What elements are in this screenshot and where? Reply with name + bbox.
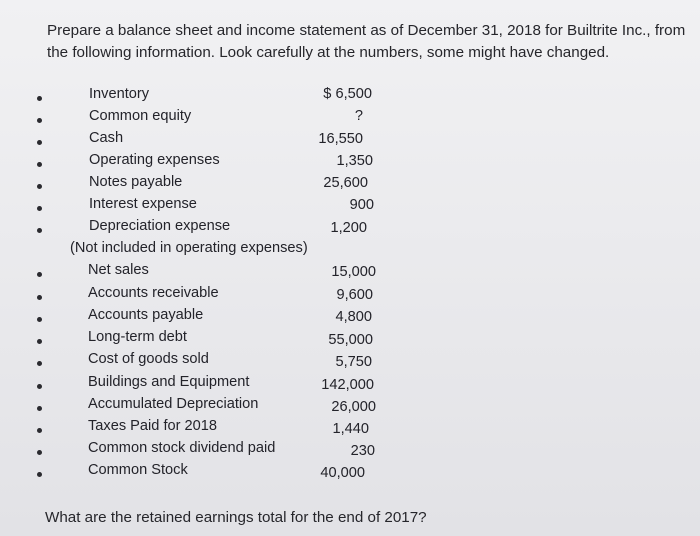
item-label-net-sales: Net sales: [88, 262, 149, 278]
question-text: What are the retained earnings total for the end of 2017?: [45, 509, 427, 526]
depreciation-note: (Not included in operating expenses): [70, 240, 308, 256]
item-label-operating-expenses: Operating expenses: [89, 152, 220, 168]
item-value-notes-payable: 25,600: [323, 175, 368, 191]
bullet-icon: [37, 96, 42, 101]
item-label-common-stock-dividend: Common stock dividend paid: [88, 440, 276, 456]
problem-intro: Prepare a balance sheet and income statement as of December 31, 2018 for Builtrite Inc., from the following information. Look carefully at the numbers, some might have changed.: [47, 22, 686, 61]
bullet-icon: [37, 140, 42, 145]
bullet-icon: [37, 317, 42, 322]
item-value-accumulated-depreciation: 26,000: [331, 399, 376, 415]
item-label-cost-of-goods-sold: Cost of goods sold: [88, 351, 209, 367]
item-value-accounts-receivable: 9,600: [336, 287, 373, 303]
bullet-icon: [37, 406, 42, 411]
bullet-icon: [37, 450, 42, 455]
item-value-long-term-debt: 55,000: [328, 332, 373, 348]
bullet-icon: [37, 118, 42, 123]
item-value-interest-expense: 900: [349, 197, 374, 213]
item-label-inventory: Inventory: [89, 86, 150, 102]
item-label-long-term-debt: Long-term debt: [88, 329, 187, 345]
item-label-accumulated-depreciation: Accumulated Depreciation: [88, 396, 259, 412]
item-label-common-stock: Common Stock: [88, 462, 188, 478]
bullet-icon: [37, 206, 42, 211]
bullet-icon: [37, 162, 42, 167]
item-value-depreciation-expense: 1,200: [330, 220, 367, 236]
item-label-accounts-receivable: Accounts receivable: [88, 285, 219, 301]
item-value-inventory: $ 6,500: [323, 86, 372, 102]
item-label-taxes-paid: Taxes Paid for 2018: [88, 418, 217, 434]
bullet-icon: [37, 228, 42, 233]
item-label-cash: Cash: [89, 130, 124, 146]
item-value-accounts-payable: 4,800: [335, 309, 372, 325]
bullet-icon: [37, 339, 42, 344]
item-value-cash: 16,550: [318, 131, 363, 147]
item-label-accounts-payable: Accounts payable: [88, 307, 204, 323]
item-value-common-stock-dividend: 230: [350, 443, 375, 459]
item-value-net-sales: 15,000: [331, 264, 376, 280]
item-label-buildings-and-equipment: Buildings and Equipment: [88, 374, 250, 390]
item-value-common-stock: 40,000: [320, 465, 365, 481]
item-value-operating-expenses: 1,350: [336, 153, 373, 169]
item-label-depreciation-expense: Depreciation expense: [89, 218, 231, 234]
bullet-icon: [37, 184, 42, 189]
item-label-common-equity: Common equity: [89, 108, 192, 124]
bullet-icon: [37, 361, 42, 366]
item-label-interest-expense: Interest expense: [89, 196, 197, 212]
bullet-icon: [37, 472, 42, 477]
item-value-cost-of-goods-sold: 5,750: [335, 354, 372, 370]
item-value-common-equity: ?: [354, 108, 363, 124]
bullet-icon: [37, 384, 42, 389]
item-value-taxes-paid: 1,440: [332, 421, 369, 437]
bullet-icon: [37, 295, 42, 300]
bullet-icon: [37, 272, 42, 277]
item-label-notes-payable: Notes payable: [89, 174, 183, 190]
item-value-buildings-and-equipment: 142,000: [321, 377, 374, 393]
bullet-icon: [37, 428, 42, 433]
